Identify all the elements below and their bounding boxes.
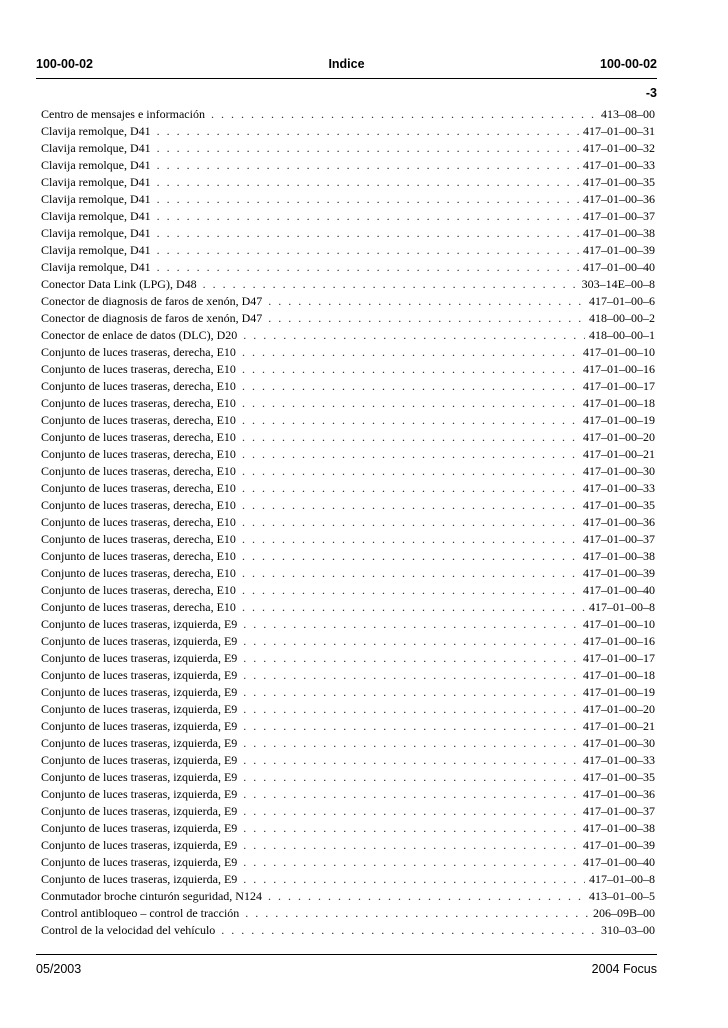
entry-reference: 417–01–00–35	[583, 175, 655, 189]
entry-title: Conjunto de luces traseras, izquierda, E9	[41, 719, 238, 733]
index-entry	[41, 395, 655, 412]
index-entry	[41, 888, 655, 905]
entry-reference: 417–01–00–20	[583, 702, 655, 716]
entry-reference: 417–01–00–16	[583, 634, 655, 648]
entry-title: Conjunto de luces traseras, derecha, E10	[41, 532, 236, 546]
entry-reference: 417–01–00–33	[583, 481, 655, 495]
entry-title: Conjunto de luces traseras, izquierda, E9	[41, 634, 238, 648]
index-entry	[41, 123, 655, 140]
entry-reference: 417–01–00–33	[583, 158, 655, 172]
entry-title: Conjunto de luces traseras, izquierda, E9	[41, 617, 238, 631]
dot-leader	[157, 242, 579, 259]
entry-title: Conjunto de luces traseras, derecha, E10	[41, 362, 236, 376]
dot-leader	[157, 140, 579, 157]
index-entry	[41, 514, 655, 531]
dot-leader	[157, 123, 579, 140]
entry-reference: 303–14E–00–8	[581, 277, 655, 291]
index-entry	[41, 565, 655, 582]
entry-title: Conjunto de luces traseras, derecha, E10	[41, 345, 236, 359]
entry-title: Conjunto de luces traseras, derecha, E10	[41, 464, 236, 478]
index-entry	[41, 786, 655, 803]
dot-leader	[242, 395, 579, 412]
page-header	[36, 57, 657, 75]
entry-title: Conjunto de luces traseras, izquierda, E9	[41, 855, 238, 869]
footer-divider	[36, 954, 657, 955]
index-entry	[41, 157, 655, 174]
index-entry	[41, 276, 655, 293]
entry-title: Conector de enlace de datos (DLC), D20	[41, 328, 238, 342]
dot-leader	[157, 259, 579, 276]
index-entry	[41, 616, 655, 633]
entry-title: Conector de diagnosis de faros de xenón, D47	[41, 311, 263, 325]
footer-model: 2004 Focus	[591, 962, 657, 976]
dot-leader	[243, 854, 579, 871]
entry-reference: 417–01–00–36	[583, 787, 655, 801]
header-title: Indice	[328, 57, 365, 71]
index-entry	[41, 378, 655, 395]
index-entry	[41, 735, 655, 752]
index-entry	[41, 242, 655, 259]
index-entry	[41, 837, 655, 854]
entry-title: Conjunto de luces traseras, izquierda, E9	[41, 872, 238, 886]
entry-title: Conjunto de luces traseras, derecha, E10	[41, 396, 236, 410]
index-entry	[41, 922, 655, 939]
entry-reference: 417–01–00–8	[589, 600, 655, 614]
index-entry	[41, 480, 655, 497]
entry-reference: 417–01–00–30	[583, 736, 655, 750]
dot-leader	[243, 803, 579, 820]
entry-reference: 417–01–00–10	[583, 617, 655, 631]
dot-leader	[243, 820, 579, 837]
entry-reference: 417–01–00–20	[583, 430, 655, 444]
index-entry	[41, 752, 655, 769]
dot-leader	[243, 786, 579, 803]
dot-leader	[157, 191, 579, 208]
entry-reference: 417–01–00–33	[583, 753, 655, 767]
dot-leader	[157, 208, 579, 225]
dot-leader	[242, 463, 579, 480]
entry-reference: 417–01–00–35	[583, 498, 655, 512]
footer-date: 05/2003	[36, 962, 82, 976]
index-entry	[41, 310, 655, 327]
dot-leader	[268, 293, 585, 310]
dot-leader	[242, 378, 579, 395]
index-entry	[41, 769, 655, 786]
dot-leader	[157, 225, 579, 242]
entry-title: Clavija remolque, D41	[41, 260, 151, 274]
dot-leader	[243, 752, 579, 769]
entry-reference: 418–00–00–1	[589, 328, 655, 342]
entry-reference: 417–01–00–8	[589, 872, 655, 886]
dot-leader	[242, 361, 579, 378]
dot-leader	[243, 327, 585, 344]
dot-leader	[242, 582, 579, 599]
entry-title: Clavija remolque, D41	[41, 141, 151, 155]
entry-title: Conjunto de luces traseras, izquierda, E9	[41, 651, 238, 665]
entry-title: Clavija remolque, D41	[41, 192, 151, 206]
index-entry	[41, 191, 655, 208]
index-entry	[41, 718, 655, 735]
entry-reference: 413–01–00–5	[589, 889, 655, 903]
index-entry	[41, 361, 655, 378]
entry-title: Centro de mensajes e información	[41, 107, 205, 121]
entry-title: Conjunto de luces traseras, izquierda, E9	[41, 685, 238, 699]
entry-title: Conjunto de luces traseras, izquierda, E9	[41, 753, 238, 767]
index-entry	[41, 140, 655, 157]
index-entry	[41, 429, 655, 446]
entry-title: Conector de diagnosis de faros de xenón, D47	[41, 294, 263, 308]
entry-title: Conjunto de luces traseras, derecha, E10	[41, 515, 236, 529]
entry-reference: 417–01–00–40	[583, 260, 655, 274]
dot-leader	[268, 888, 585, 905]
dot-leader	[203, 276, 578, 293]
entry-reference: 417–01–00–37	[583, 532, 655, 546]
entry-reference: 417–01–00–35	[583, 770, 655, 784]
entry-reference: 417–01–00–38	[583, 226, 655, 240]
index-entry	[41, 820, 655, 837]
entry-reference: 417–01–00–31	[583, 124, 655, 138]
entry-title: Clavija remolque, D41	[41, 226, 151, 240]
entry-reference: 417–01–00–37	[583, 804, 655, 818]
index-entry	[41, 259, 655, 276]
entry-reference: 417–01–00–38	[583, 821, 655, 835]
entry-reference: 417–01–00–6	[589, 294, 655, 308]
dot-leader	[221, 922, 597, 939]
entry-reference: 417–01–00–16	[583, 362, 655, 376]
header-section-left: 100-00-02	[36, 57, 93, 71]
dot-leader	[243, 769, 579, 786]
entry-title: Conmutador broche cinturón seguridad, N124	[41, 889, 262, 903]
entry-reference: 417–01–00–36	[583, 515, 655, 529]
entry-reference: 417–01–00–39	[583, 566, 655, 580]
entry-reference: 417–01–00–37	[583, 209, 655, 223]
dot-leader	[242, 548, 579, 565]
index-entry	[41, 650, 655, 667]
dot-leader	[243, 701, 579, 718]
dot-leader	[242, 446, 579, 463]
dot-leader	[242, 412, 579, 429]
dot-leader	[243, 667, 579, 684]
index-entry	[41, 871, 655, 888]
page-footer	[36, 962, 657, 980]
entry-title: Conjunto de luces traseras, derecha, E10	[41, 481, 236, 495]
entry-title: Conjunto de luces traseras, derecha, E10	[41, 600, 236, 614]
entry-title: Clavija remolque, D41	[41, 209, 151, 223]
entry-reference: 417–01–00–17	[583, 651, 655, 665]
entry-title: Conjunto de luces traseras, derecha, E10	[41, 430, 236, 444]
entry-title: Conjunto de luces traseras, derecha, E10	[41, 413, 236, 427]
dot-leader	[242, 531, 579, 548]
dot-leader	[268, 310, 585, 327]
dot-leader	[243, 633, 579, 650]
dot-leader	[243, 871, 585, 888]
entry-reference: 206–09B–00	[592, 906, 655, 920]
entry-title: Conjunto de luces traseras, izquierda, E9	[41, 770, 238, 784]
entry-title: Conjunto de luces traseras, derecha, E10	[41, 498, 236, 512]
index-entry	[41, 684, 655, 701]
dot-leader	[242, 497, 579, 514]
dot-leader	[242, 344, 579, 361]
entry-reference: 417–01–00–38	[583, 549, 655, 563]
index-entry	[41, 293, 655, 310]
index-entry	[41, 531, 655, 548]
entry-reference: 417–01–00–18	[583, 668, 655, 682]
dot-leader	[243, 735, 579, 752]
index-entry	[41, 667, 655, 684]
entry-reference: 417–01–00–10	[583, 345, 655, 359]
entry-title: Conector Data Link (LPG), D48	[41, 277, 197, 291]
index-entry	[41, 905, 655, 922]
index-entry	[41, 174, 655, 191]
entry-title: Conjunto de luces traseras, derecha, E10	[41, 379, 236, 393]
entry-title: Conjunto de luces traseras, derecha, E10	[41, 566, 236, 580]
index-entry	[41, 327, 655, 344]
entry-reference: 417–01–00–19	[583, 413, 655, 427]
entry-title: Control de la velocidad del vehículo	[41, 923, 216, 937]
index-entry	[41, 208, 655, 225]
entry-title: Conjunto de luces traseras, derecha, E10	[41, 549, 236, 563]
entry-reference: 413–08–00	[601, 107, 655, 121]
header-section-right: 100-00-02	[600, 57, 657, 71]
index-entry	[41, 548, 655, 565]
index-entry	[41, 854, 655, 871]
entry-title: Conjunto de luces traseras, izquierda, E9	[41, 821, 238, 835]
dot-leader	[157, 157, 579, 174]
entry-reference: 417–01–00–18	[583, 396, 655, 410]
dot-leader	[242, 480, 579, 497]
index-entry	[41, 582, 655, 599]
dot-leader	[242, 599, 585, 616]
entry-reference: 417–01–00–30	[583, 464, 655, 478]
entry-reference: 417–01–00–36	[583, 192, 655, 206]
dot-leader	[243, 616, 579, 633]
entry-reference: 417–01–00–19	[583, 685, 655, 699]
index-entry	[41, 446, 655, 463]
entry-title: Conjunto de luces traseras, izquierda, E9	[41, 787, 238, 801]
dot-leader	[243, 718, 579, 735]
entry-title: Clavija remolque, D41	[41, 158, 151, 172]
dot-leader	[211, 106, 597, 123]
dot-leader	[243, 650, 579, 667]
dot-leader	[157, 174, 579, 191]
index-entry	[41, 106, 655, 123]
index-entry	[41, 225, 655, 242]
dot-leader	[245, 905, 589, 922]
index-entry	[41, 497, 655, 514]
entry-title: Conjunto de luces traseras, derecha, E10	[41, 583, 236, 597]
index-list	[41, 106, 655, 939]
index-entry	[41, 344, 655, 361]
entry-title: Conjunto de luces traseras, derecha, E10	[41, 447, 236, 461]
page-number: -3	[645, 86, 657, 100]
entry-title: Clavija remolque, D41	[41, 175, 151, 189]
entry-reference: 417–01–00–39	[583, 838, 655, 852]
index-entry	[41, 599, 655, 616]
entry-reference: 310–03–00	[601, 923, 655, 937]
index-entry	[41, 412, 655, 429]
entry-title: Conjunto de luces traseras, izquierda, E9	[41, 838, 238, 852]
entry-title: Conjunto de luces traseras, izquierda, E9	[41, 668, 238, 682]
entry-title: Clavija remolque, D41	[41, 124, 151, 138]
entry-title: Clavija remolque, D41	[41, 243, 151, 257]
dot-leader	[242, 565, 579, 582]
entry-reference: 417–01–00–21	[583, 447, 655, 461]
dot-leader	[243, 684, 579, 701]
entry-title: Conjunto de luces traseras, izquierda, E9	[41, 702, 238, 716]
entry-title: Conjunto de luces traseras, izquierda, E9	[41, 736, 238, 750]
index-entry	[41, 633, 655, 650]
dot-leader	[242, 429, 579, 446]
dot-leader	[242, 514, 579, 531]
entry-reference: 417–01–00–40	[583, 583, 655, 597]
index-entry	[41, 701, 655, 718]
entry-reference: 417–01–00–21	[583, 719, 655, 733]
index-entry	[41, 803, 655, 820]
entry-reference: 418–00–00–2	[589, 311, 655, 325]
entry-reference: 417–01–00–32	[583, 141, 655, 155]
entry-title: Conjunto de luces traseras, izquierda, E9	[41, 804, 238, 818]
entry-reference: 417–01–00–40	[583, 855, 655, 869]
entry-reference: 417–01–00–39	[583, 243, 655, 257]
dot-leader	[243, 837, 579, 854]
header-divider	[36, 78, 657, 79]
entry-title: Control antibloqueo – control de tracción	[41, 906, 240, 920]
entry-reference: 417–01–00–17	[583, 379, 655, 393]
index-entry	[41, 463, 655, 480]
